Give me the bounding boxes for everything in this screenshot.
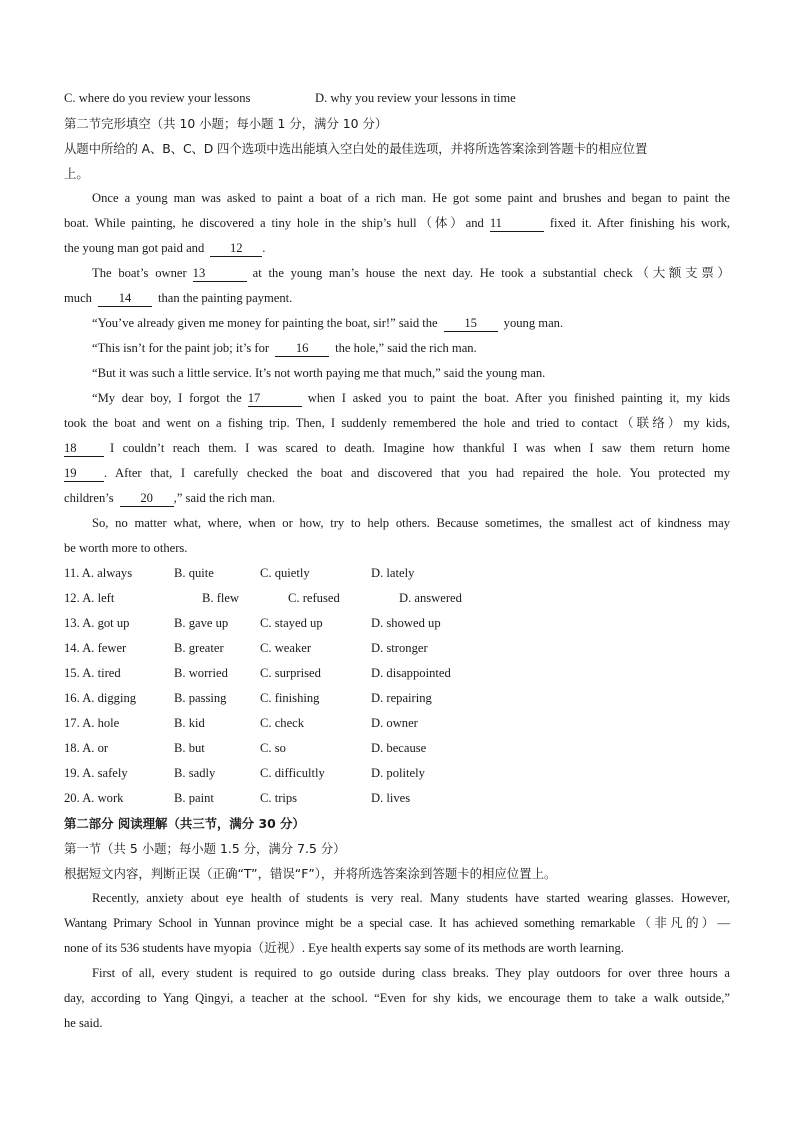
passage-line: children’s 20 ,” said the rich man. — [64, 491, 276, 505]
passage-line: “But it was such a little service. It’s not worth paying me that much,” said the young man. — [92, 366, 546, 380]
passage-line: Once a young man was asked to paint a boat of a rich man. He got some paint and brushes and began to paint the — [92, 191, 730, 205]
passage-line: boat. While painting, he discovered a tiny hole in the ship’s hull（体）and 11 fixed it. After finishing his work, — [64, 216, 730, 230]
section-heading: 第二节完形填空（共 10 小题；每小题 1 分，满分 10 分） — [64, 116, 388, 131]
question-options: 16. A. digging B. passing C. finishing D. repairing — [64, 691, 432, 705]
reading-line: Wantang Primary School in Yunnan province might be a special case. It has achieved something remarkable（非凡的）— — [64, 916, 730, 930]
blank-14: 14 — [98, 291, 152, 307]
question-options: 15. A. tired B. worried C. surprised D. disappointed — [64, 666, 451, 680]
passage-line: “You’ve already given me money for painting the boat, sir!” said the 15 young man. — [92, 316, 564, 330]
question-options: 14. A. fewer B. greater C. weaker D. stronger — [64, 641, 428, 655]
blank-20: 20 — [120, 491, 174, 507]
subsection-instruction: 根据短文内容，判断正误（正确“T”，错误“F”），并将所选答案涂到答题卡的相应位置上。 — [64, 866, 557, 881]
question-options: 12. A. left B. flew C. refused D. answered — [64, 591, 462, 605]
part-heading: 第二部分 阅读理解（共三节，满分 30 分） — [64, 816, 305, 831]
blank-13: 13 — [193, 266, 247, 282]
blank-11: 11 — [490, 216, 544, 232]
reading-line: Recently, anxiety about eye health of students is very real. Many students have started wearing glasses. However, — [92, 891, 730, 905]
passage-line: “This isn’t for the paint job; it’s for 16 the hole,” said the rich man. — [92, 341, 477, 355]
reading-line: none of its 536 students have myopia（近视）. Eye health experts say some of its methods are worth learning. — [64, 941, 624, 955]
option-d: D. why you review your lessons in time — [315, 91, 516, 105]
passage-line: The boat’s owner 13 at the young man’s house the next day. He took a substantial check（大额支票） — [92, 266, 730, 280]
exam-page — [64, 86, 730, 1036]
question-options: 18. A. or B. but C. so D. because — [64, 741, 427, 755]
passage-line: much 14 than the painting payment. — [64, 291, 293, 305]
passage-line: So, no matter what, where, when or how, try to help others. Because sometimes, the smallest act of kindness may — [92, 516, 730, 530]
option-c: C. where do you review your lessons — [64, 91, 251, 105]
reading-line: First of all, every student is required to go outside during class breaks. They play outdoors for over three hours a — [92, 966, 730, 980]
passage-line: be worth more to others. — [64, 541, 188, 555]
passage-line: 19 . After that, I carefully checked the boat and discovered that you had repaired the hole. You protected my — [64, 466, 730, 480]
reading-line: he said. — [64, 1016, 103, 1030]
question-options: 13. A. got up B. gave up C. stayed up D. showed up — [64, 616, 441, 630]
question-options: 17. A. hole B. kid C. check D. owner — [64, 716, 418, 730]
subsection-heading: 第一节（共 5 小题；每小题 1.5 分，满分 7.5 分） — [64, 841, 346, 856]
section-instruction: 从题中所给的 A、B、C、D 四个选项中选出能填入空白处的最佳选项，并将所选答案涂到答题卡的相应位置 — [64, 141, 648, 156]
passage-line: “My dear boy, I forgot the 17 when I asked you to paint the boat. After you finished painting it, my kids — [92, 391, 730, 405]
blank-18: 18 — [64, 441, 104, 457]
blank-12: 12 — [210, 241, 262, 257]
previous-question-options — [64, 86, 730, 111]
question-options: 11. A. always B. quite C. quietly D. lately — [64, 566, 415, 580]
blank-16: 16 — [275, 341, 329, 357]
reading-line: day, according to Yang Qingyi, a teacher at the school. “Even for shy kids, we encourage them to take a walk outside,” — [64, 991, 730, 1005]
question-options: 20. A. work B. paint C. trips D. lives — [64, 791, 411, 805]
blank-17: 17 — [248, 391, 302, 407]
section-instruction-cont: 上。 — [64, 166, 89, 181]
blank-15: 15 — [444, 316, 498, 332]
passage-line: took the boat and went on a fishing trip. Then, I suddenly remembered the hole and tried to contact（联络）my kids, — [64, 416, 730, 430]
passage-line: the young man got paid and 12 . — [64, 241, 266, 255]
blank-19: 19 — [64, 466, 104, 482]
question-options: 19. A. safely B. sadly C. difficultly D. politely — [64, 766, 425, 780]
passage-line: 18 I couldn’t reach them. I was scared to death. Imagine how thankful I was when I saw them return home — [64, 441, 730, 455]
